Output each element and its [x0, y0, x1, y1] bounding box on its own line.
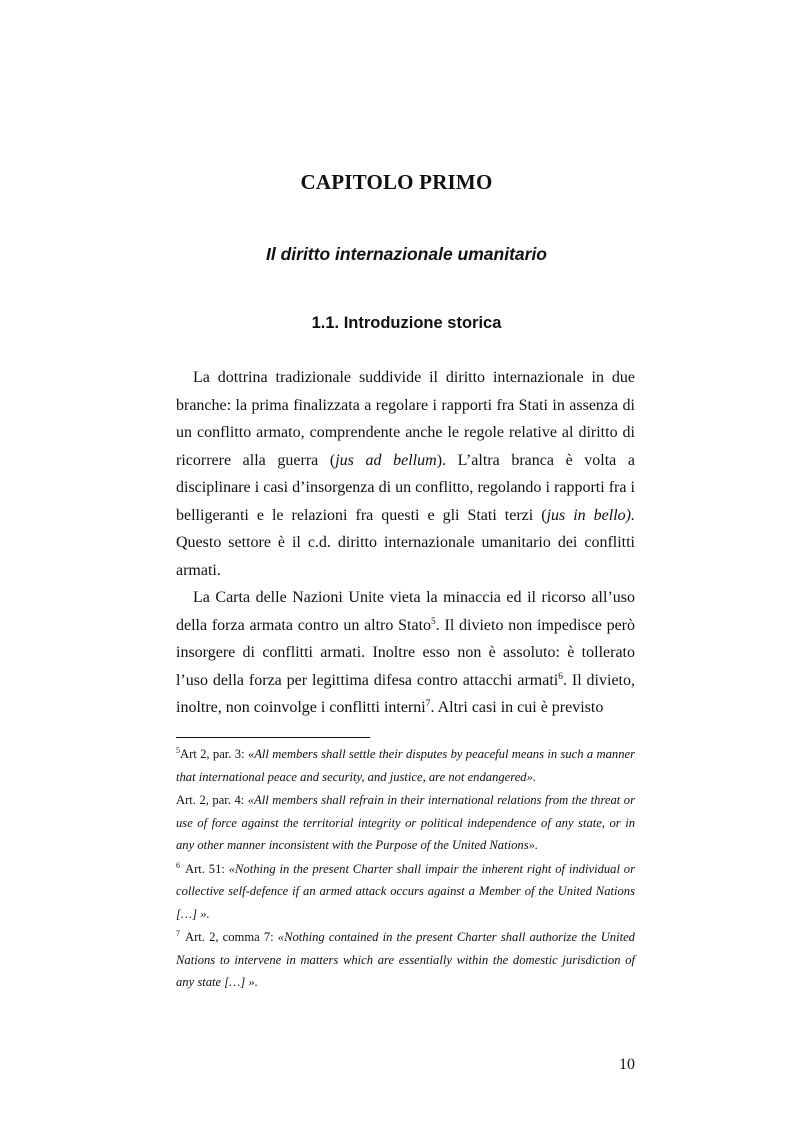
paragraph: La Carta delle Nazioni Unite vieta la minaccia ed il ricorso all’uso della forza armata contro un altro Stato$^5$. Il divieto non impedisce però insorgere di conflitti armati. Inoltre esso non è assoluto: è tollerato l’uso della forza per legittima difesa contro attacchi armati$^6$. Il divieto, inoltre, non coinvolge i conflitti interni$^7$. Altri casi in cui è previsto [176, 589, 636, 716]
body-text [176, 364, 635, 722]
footnote: $^6$ Art. 51: «Nothing in the present Charter shall impair the inherent right of individual or collective self-defence if an armed attack occurs against a Member of the United Nations […] ». [176, 860, 636, 921]
footnote: Art. 2, par. 4: «All members shall refrain in their international relations from the threat or use of force against the territorial integrity or political independence of any state, or in any other manner inconsistent with the Purpose of the United Nations». [176, 793, 635, 852]
page-number: 10 [619, 1056, 635, 1073]
chapter-subtitle: Il diritto internazionale umanitario [266, 244, 547, 264]
footnote: $^7$ Art. 2, comma 7: «Nothing contained in the present Charter shall authorize the United Nations to intervene in matters which are essentially within the domestic jurisdiction of any state […] ». [176, 929, 635, 989]
section-heading: 1.1. Introduzione storica [311, 314, 502, 332]
footnote-separator [176, 737, 370, 738]
footnotes [176, 743, 635, 995]
footnote: $^5$Art 2, par. 3: «All members shall settle their disputes by peaceful means in such a manner that international peace and security, and justice, are not endangered». [176, 746, 636, 784]
chapter-title: CAPITOLO PRIMO [300, 170, 493, 194]
footnote-ref[interactable]: 7 [425, 699, 431, 709]
footnote-ref[interactable]: 5 [431, 616, 436, 627]
paragraph: La dottrina tradizionale suddivide il diritto internazionale in due branche: la prima finalizzata a regolare i rapporti fra Stati in assenza di un conflitto armato, comprendente anche le regole relative al diritto di ricorrere alla guerra (jus ad bellum). L’altra branca è volta a disciplinare i casi d’insorgenza di un conflitto, regolando i rapporti fra i belligeranti e le relazioni fra questi e gli Stati terzi (jus in bello). Questo settore è il c.d. diritto internazionale umanitario dei conflitti armati. [176, 369, 636, 579]
footnote-ref[interactable]: 6 [558, 671, 563, 682]
